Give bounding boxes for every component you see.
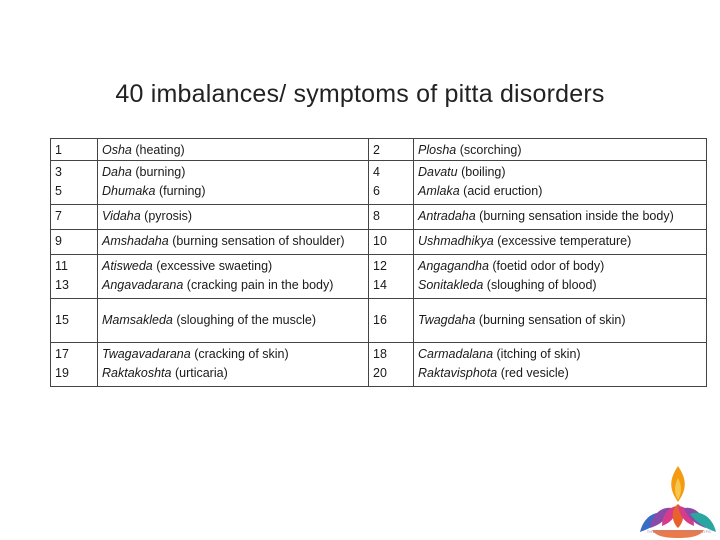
symptom-number-cell xyxy=(369,230,414,255)
symptom-description-cell xyxy=(98,364,369,387)
symptom-number-cell xyxy=(51,205,98,230)
english-meaning: (foetid odor of body) xyxy=(488,259,605,273)
page-title: 40 imbalances/ symptoms of pitta disorders xyxy=(115,80,605,108)
english-meaning: (burning) xyxy=(131,165,186,179)
number-text: 3 xyxy=(55,165,62,179)
symptom-description-cell xyxy=(414,299,707,343)
symptom-number-cell xyxy=(369,161,414,183)
number-text: 16 xyxy=(373,313,387,327)
symptom-description-cell xyxy=(98,276,369,299)
english-meaning: (urticaria) xyxy=(171,366,228,380)
english-meaning: (sloughing of blood) xyxy=(483,278,597,292)
symptom-description-cell xyxy=(414,255,707,277)
symptom-description-cell xyxy=(98,343,369,365)
symptom-description-cell xyxy=(98,139,369,161)
sanskrit-term: Davatu xyxy=(418,165,458,179)
number-text: 13 xyxy=(55,278,69,292)
number-text: 17 xyxy=(55,347,69,361)
sanskrit-term: Angavadarana xyxy=(102,278,184,292)
symptom-description-cell xyxy=(414,364,707,387)
table-row xyxy=(51,255,707,277)
symptom-description-cell xyxy=(98,182,369,205)
symptom-number-cell xyxy=(51,299,98,343)
table-row xyxy=(51,343,707,365)
number-text: 4 xyxy=(373,165,380,179)
symptom-number-cell xyxy=(369,299,414,343)
sanskrit-term: Osha xyxy=(102,143,132,157)
english-meaning: (excessive swaeting) xyxy=(152,259,273,273)
english-meaning: (furning) xyxy=(155,184,206,198)
symptom-description-cell xyxy=(414,161,707,183)
symptom-number-cell xyxy=(369,205,414,230)
symptom-number-cell xyxy=(51,343,98,365)
logo-caption: THE PATH OF YOGA AND LIFE xyxy=(646,529,712,534)
symptom-description-cell xyxy=(414,230,707,255)
sanskrit-term: Amlaka xyxy=(418,184,460,198)
english-meaning: (scorching) xyxy=(456,143,522,157)
symptom-description-cell xyxy=(414,343,707,365)
english-meaning: (sloughing of the muscle) xyxy=(172,313,317,327)
sanskrit-term: Atisweda xyxy=(102,259,153,273)
symptom-description-cell xyxy=(414,205,707,230)
sanskrit-term: Mamsakleda xyxy=(102,313,173,327)
table-row xyxy=(51,276,707,299)
table-row xyxy=(51,161,707,183)
english-meaning: (burning sensation inside the body) xyxy=(475,209,674,223)
symptom-number-cell xyxy=(51,230,98,255)
symptom-description-cell xyxy=(98,161,369,183)
sanskrit-term: Daha xyxy=(102,165,132,179)
sanskrit-term: Vidaha xyxy=(102,209,141,223)
english-meaning: (excessive temperature) xyxy=(493,234,632,248)
table-row xyxy=(51,139,707,161)
sanskrit-term: Amshadaha xyxy=(102,234,169,248)
english-meaning: (red vesicle) xyxy=(497,366,569,380)
table-row xyxy=(51,230,707,255)
number-text: 18 xyxy=(373,347,387,361)
english-meaning: (burning sensation of skin) xyxy=(475,313,626,327)
sanskrit-term: Angagandha xyxy=(418,259,489,273)
sanskrit-term: Raktavisphota xyxy=(418,366,498,380)
sanskrit-term: Twagdaha xyxy=(418,313,476,327)
symptom-number-cell xyxy=(51,364,98,387)
sanskrit-term: Twagavadarana xyxy=(102,347,191,361)
symptom-number-cell xyxy=(369,364,414,387)
sanskrit-term: Sonitakleda xyxy=(418,278,484,292)
symptom-number-cell xyxy=(51,255,98,277)
number-text: 11 xyxy=(55,259,68,273)
english-meaning: (acid eruction) xyxy=(459,184,543,198)
symptom-number-cell xyxy=(369,182,414,205)
english-meaning: (cracking pain in the body) xyxy=(183,278,334,292)
sanskrit-term: Carmadalana xyxy=(418,347,494,361)
symptom-description-cell xyxy=(98,255,369,277)
english-meaning: (itching of skin) xyxy=(493,347,581,361)
sanskrit-term: Plosha xyxy=(418,143,457,157)
table-row xyxy=(51,299,707,343)
symptom-number-cell xyxy=(51,161,98,183)
symptom-description-cell xyxy=(98,205,369,230)
symptom-description-cell xyxy=(98,299,369,343)
number-text: 5 xyxy=(55,184,62,198)
number-text: 20 xyxy=(373,366,387,380)
symptom-number-cell xyxy=(369,139,414,161)
number-text: 15 xyxy=(55,313,69,327)
number-text: 2 xyxy=(373,143,380,157)
symptom-number-cell xyxy=(369,276,414,299)
table-row xyxy=(51,182,707,205)
symptom-description-cell xyxy=(414,182,707,205)
symptom-number-cell xyxy=(51,276,98,299)
table-row xyxy=(51,364,707,387)
symptom-description-cell xyxy=(414,139,707,161)
sanskrit-term: Raktakoshta xyxy=(102,366,172,380)
number-text: 1 xyxy=(55,143,62,157)
number-text: 8 xyxy=(373,209,380,223)
symptom-number-cell xyxy=(369,343,414,365)
english-meaning: (cracking of skin) xyxy=(190,347,289,361)
symptom-description-cell xyxy=(98,230,369,255)
number-text: 10 xyxy=(373,234,387,248)
number-text: 14 xyxy=(373,278,387,292)
english-meaning: (pyrosis) xyxy=(140,209,193,223)
sanskrit-term: Ushmadhikya xyxy=(418,234,494,248)
number-text: 7 xyxy=(55,209,62,223)
number-text: 19 xyxy=(55,366,69,380)
english-meaning: (heating) xyxy=(131,143,185,157)
english-meaning: (boiling) xyxy=(457,165,506,179)
sanskrit-term: Antradaha xyxy=(418,209,476,223)
number-text: 9 xyxy=(55,234,62,248)
english-meaning: (burning sensation of shoulder) xyxy=(168,234,345,248)
symptoms-table xyxy=(50,138,707,387)
symptom-number-cell xyxy=(369,255,414,277)
number-text: 6 xyxy=(373,184,380,198)
symptom-description-cell xyxy=(414,276,707,299)
number-text: 12 xyxy=(373,259,387,273)
symptom-number-cell xyxy=(51,139,98,161)
symptom-number-cell xyxy=(51,182,98,205)
table-row xyxy=(51,205,707,230)
sanskrit-term: Dhumaka xyxy=(102,184,156,198)
